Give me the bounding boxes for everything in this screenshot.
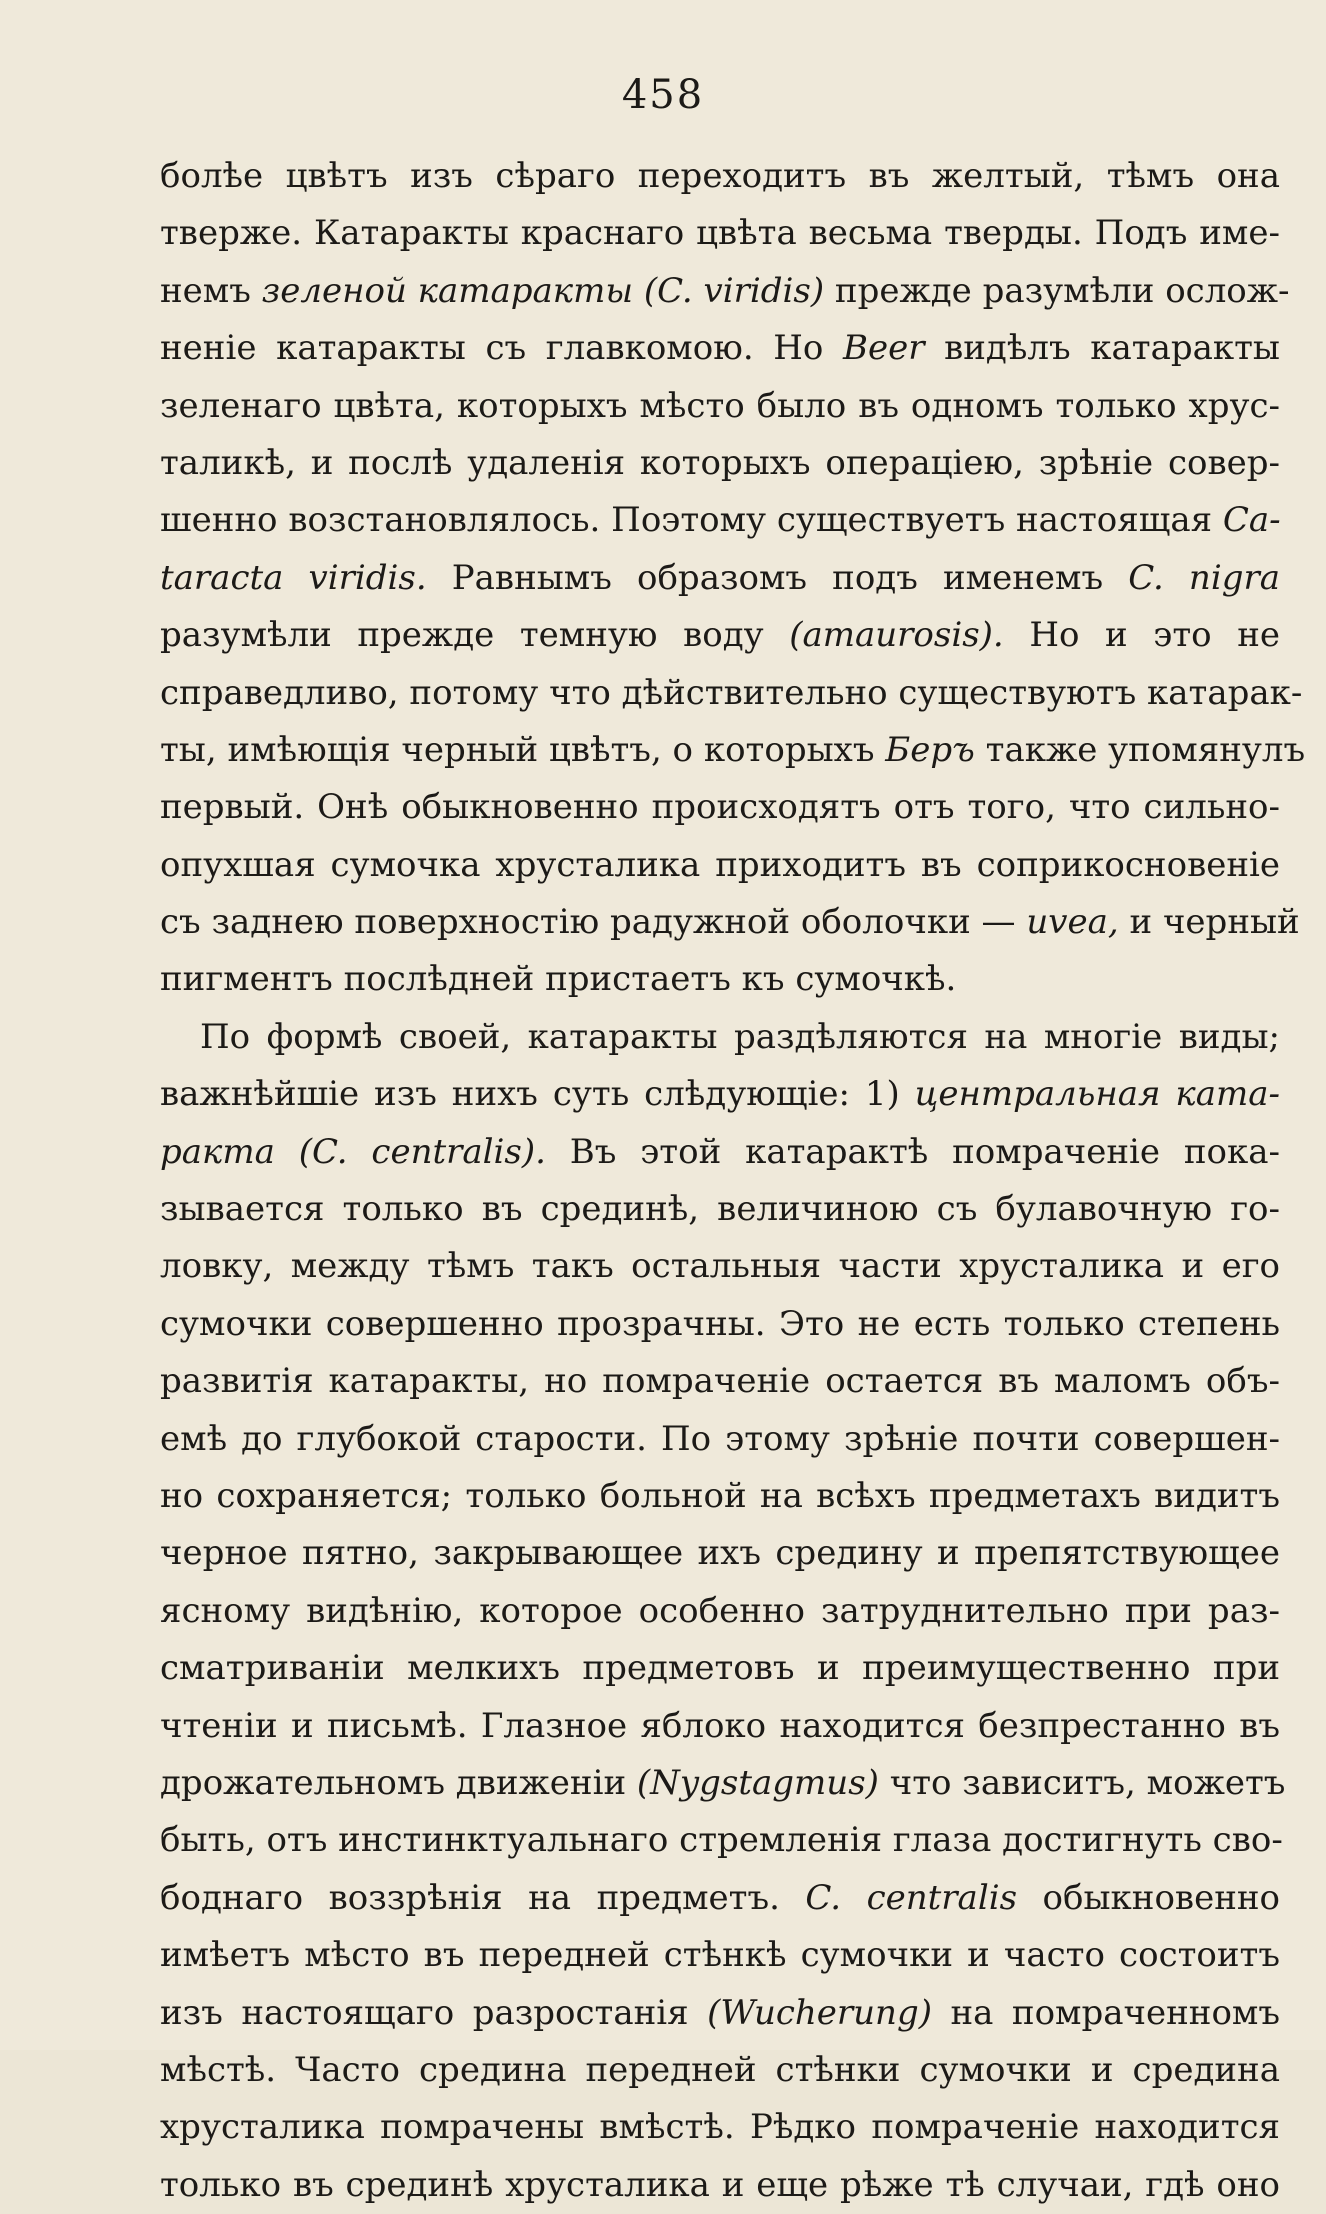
text-segment: разумѣли прежде темную воду: [160, 615, 790, 656]
text-line: [160, 1353, 1280, 1410]
italic-text-segment: зеленой катаракты (C. viridis): [261, 270, 825, 311]
text-segment: видѣлъ катаракты: [924, 328, 1280, 369]
page-number: 458: [621, 72, 705, 118]
italic-text-segment: (Nygstagmus): [636, 1762, 879, 1803]
text-segment: таликѣ, и послѣ удаленія которыхъ операціею, зрѣніе совер-: [160, 442, 1280, 483]
text-line: [160, 665, 1303, 722]
text-line: [160, 205, 1280, 262]
text-line: [160, 837, 1280, 894]
text-line: [160, 894, 1300, 951]
text-segment: только въ срединѣ хрусталика и еще рѣже тѣ случаи, гдѣ оно: [160, 2164, 1280, 2205]
text-segment: также упомянулъ: [974, 729, 1306, 770]
text-segment: прежде разумѣли ослож-: [824, 270, 1290, 311]
text-line: [160, 722, 1306, 779]
text-line: [160, 320, 1280, 377]
text-segment: дрожательномъ движеніи: [160, 1762, 637, 1803]
text-segment: первый. Онѣ обыкновенно происходятъ отъ того, что сильно-: [160, 787, 1280, 828]
text-segment: ясному видѣнію, которое особенно затруднительно при раз-: [160, 1590, 1280, 1631]
text-line: [160, 1985, 1280, 2042]
text-segment: емѣ до глубокой старости. По этому зрѣніе почти совершен-: [160, 1418, 1280, 1459]
text-segment: быть, отъ инстинктуальнаго стремленія глаза достигнуть сво-: [160, 1820, 1283, 1861]
text-line: [160, 1296, 1280, 1353]
text-segment: зеленаго цвѣта, которыхъ мѣсто было въ одномъ только хрус-: [160, 385, 1280, 426]
text-line: [160, 2099, 1280, 2156]
italic-text-segment: (Wucherung): [707, 1992, 932, 2033]
text-segment: ты, имѣющія черный цвѣтъ, о которыхъ: [160, 729, 886, 770]
text-line: [160, 1812, 1283, 1869]
italic-text-segment: (amaurosis).: [789, 615, 1004, 656]
text-segment: чтеніи и письмѣ. Глазное яблоко находится безпрестанно въ: [160, 1705, 1280, 1746]
text-line: [160, 1124, 1280, 1181]
italic-text-segment: центральная ката-: [914, 1074, 1281, 1115]
text-line: [160, 1238, 1280, 1295]
text-segment: сматриваніи мелкихъ предметовъ и преимущественно при: [160, 1648, 1280, 1689]
text-line: [160, 550, 1280, 607]
italic-text-segment: uvea,: [1026, 902, 1119, 943]
text-segment: мѣстѣ. Часто средина передней стѣнки сумочки и средина: [160, 2049, 1280, 2090]
text-segment: По формѣ своей, катаракты раздѣляются на многіе виды;: [200, 1016, 1280, 1057]
italic-text-segment: taracta viridis.: [160, 557, 427, 598]
text-line: [160, 1411, 1280, 1468]
text-line: [160, 1066, 1280, 1123]
text-segment: ловку, между тѣмъ такъ остальныя части хрусталика и его: [160, 1246, 1280, 1287]
text-segment: болѣе цвѣтъ изъ сѣраго переходитъ въ желтый, тѣмъ она: [160, 156, 1280, 196]
text-segment: неніе катаракты съ главкомою. Но: [160, 328, 844, 369]
text-segment: Равнымъ образомъ подъ именемъ: [426, 557, 1129, 598]
text-line: [160, 1009, 1280, 1066]
text-line: [160, 1698, 1280, 1755]
text-line: [160, 2042, 1280, 2099]
text-segment: сумочки совершенно прозрачны. Это не есть только степень: [160, 1303, 1280, 1344]
text-segment: и черный: [1118, 902, 1300, 943]
text-segment: немъ: [160, 270, 262, 311]
text-line: [160, 263, 1290, 320]
text-line: [160, 779, 1280, 836]
text-segment: на помраченномъ: [931, 1992, 1280, 2033]
body-text: [160, 148, 1306, 2214]
text-line: [160, 1525, 1280, 1582]
text-line: [160, 607, 1280, 664]
text-segment: черное пятно, закрывающее ихъ средину и препятствующее: [160, 1533, 1280, 1574]
text-line: [160, 951, 1280, 1008]
text-line: [160, 1755, 1286, 1812]
italic-text-segment: Beer: [843, 328, 925, 369]
text-segment: справедливо, потому что дѣйствительно существуютъ катарак-: [160, 672, 1303, 713]
text-line: [160, 1468, 1280, 1525]
text-line: [160, 378, 1280, 435]
text-segment: важнѣйшіе изъ нихъ суть слѣдующіе: 1): [160, 1074, 915, 1115]
text-segment: опухшая сумочка хрусталика приходитъ въ соприкосновеніе: [160, 844, 1280, 885]
italic-text-segment: ракта (C. centralis).: [160, 1131, 546, 1172]
text-line: [160, 1640, 1280, 1697]
text-line: [160, 1870, 1280, 1927]
text-segment: развитія катаракты, но помраченіе остается въ маломъ объ-: [160, 1361, 1280, 1402]
text-segment: боднаго воззрѣнія на предметъ.: [160, 1877, 806, 1918]
text-segment: зывается только въ срединѣ, величиною съ булавочную го-: [160, 1189, 1280, 1230]
text-line: [160, 148, 1280, 205]
italic-text-segment: Ca-: [1222, 500, 1281, 541]
text-line: [160, 435, 1280, 492]
text-segment: пигментъ послѣдней пристаетъ къ сумочкѣ.: [160, 959, 957, 1000]
text-segment: шенно возстановлялось. Поэтому существуетъ настоящая: [160, 500, 1223, 541]
text-line: [160, 1927, 1280, 1984]
text-line: [160, 1181, 1280, 1238]
text-line: [160, 1583, 1280, 1640]
text-segment: Въ этой катарактѣ помраченіе пока-: [545, 1131, 1281, 1172]
text-segment: что зависитъ, можетъ: [878, 1762, 1286, 1803]
text-segment: тверже. Катаракты краснаго цвѣта весьма тверды. Подъ име-: [160, 213, 1280, 254]
text-segment: съ заднею поверхностію радужной оболочки —: [160, 902, 1027, 943]
text-segment: изъ настоящаго разростанія: [160, 1992, 708, 2033]
italic-text-segment: C. centralis: [805, 1877, 1018, 1918]
text-line: [160, 492, 1280, 549]
text-segment: но сохраняется; только больной на всѣхъ предметахъ видитъ: [160, 1475, 1280, 1516]
text-segment: имѣетъ мѣсто въ передней стѣнкѣ сумочки и часто состоитъ: [160, 1935, 1280, 1976]
text-segment: обыкновенно: [1017, 1877, 1280, 1918]
text-segment: хрусталика помрачены вмѣстѣ. Рѣдко помраченіе находится: [160, 2107, 1280, 2148]
text-line: [160, 2157, 1280, 2214]
text-segment: Но и это не: [1003, 615, 1280, 656]
italic-text-segment: Беръ: [885, 729, 975, 770]
italic-text-segment: C. nigra: [1128, 557, 1280, 598]
